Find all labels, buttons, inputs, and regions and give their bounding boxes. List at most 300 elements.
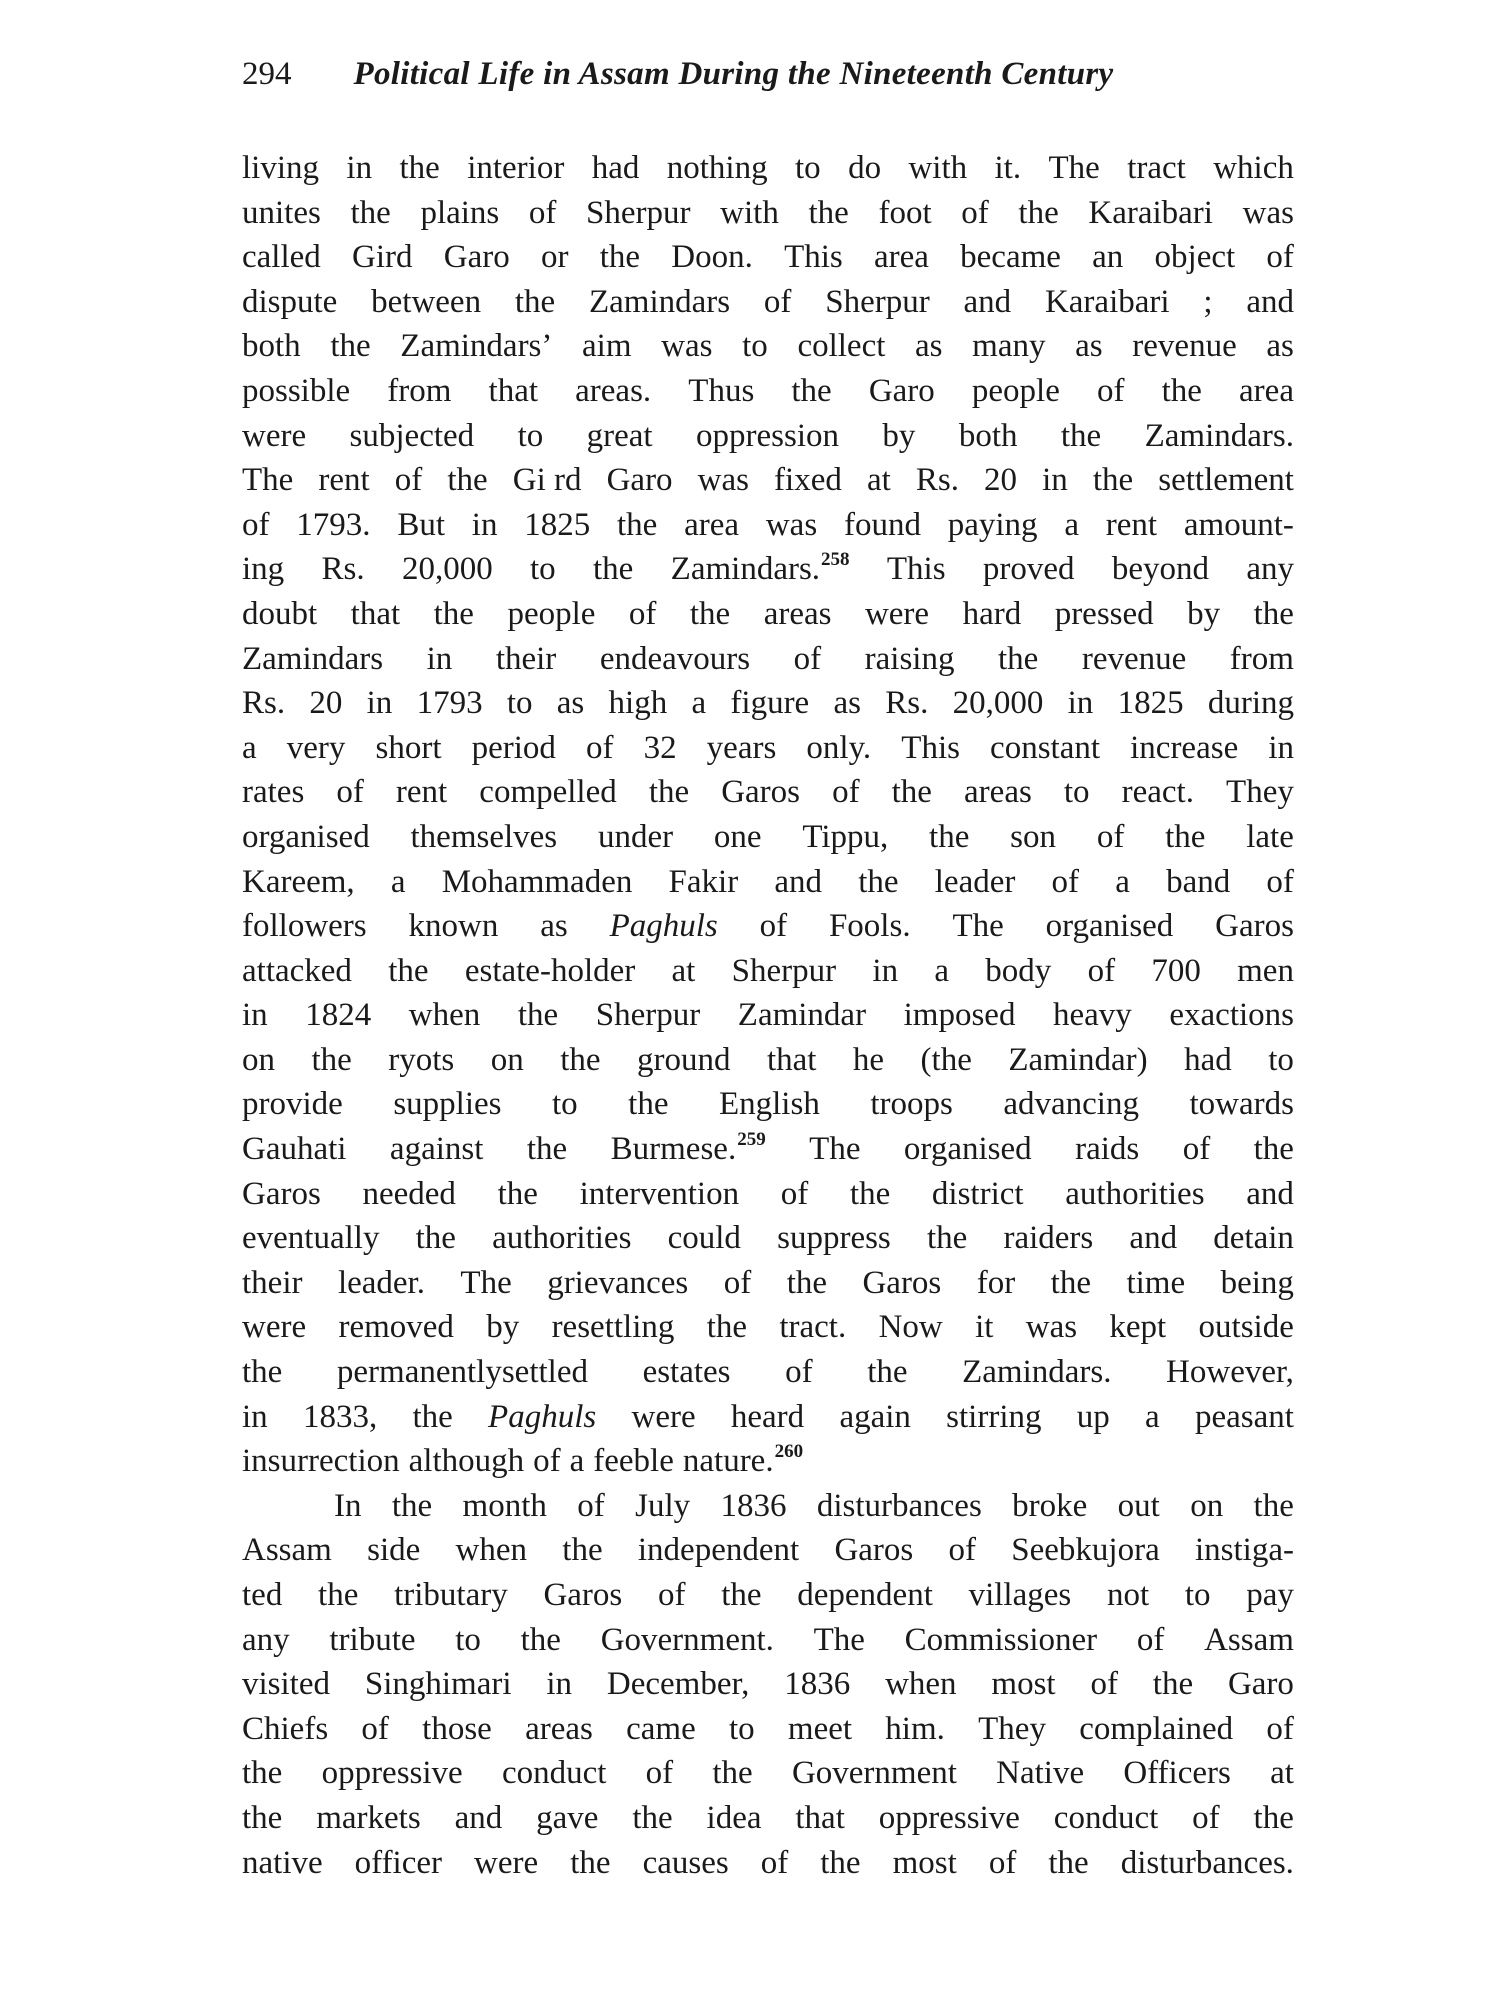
word-text: Sherpur (825, 283, 930, 320)
word-text: the (721, 1577, 762, 1613)
word (242, 637, 383, 682)
word (242, 1350, 282, 1395)
word (629, 592, 657, 637)
word (409, 1439, 524, 1484)
word-text: Garos (1215, 908, 1294, 945)
word (972, 369, 1060, 414)
text-line (242, 414, 1294, 459)
word (935, 860, 1016, 905)
word (1183, 1127, 1211, 1172)
word (688, 369, 754, 414)
word (557, 681, 585, 726)
word-text: Garo (606, 462, 673, 499)
word-text: most (892, 1844, 957, 1881)
word-text: band (1166, 863, 1231, 900)
word-text: late (1246, 818, 1294, 855)
word (788, 1707, 852, 1752)
word-text: district (931, 1175, 1024, 1212)
word-text: possible (242, 372, 351, 409)
word-text: Thus (688, 372, 755, 409)
word-text: causes (642, 1844, 729, 1881)
word-text: the (1253, 1799, 1294, 1836)
word (521, 1618, 561, 1663)
word-text: of (1192, 1799, 1220, 1836)
word (601, 1618, 774, 1663)
text-line (242, 1618, 1294, 1663)
word-text: short (375, 729, 442, 766)
word (661, 324, 712, 369)
word (242, 503, 270, 548)
word (1155, 235, 1236, 280)
word-text: doubt (242, 595, 318, 632)
word (707, 726, 777, 771)
word (1051, 1261, 1091, 1306)
word (1129, 1216, 1177, 1261)
word-text: living (242, 150, 320, 186)
word-text: Singhimari (364, 1666, 512, 1703)
word (486, 1305, 519, 1350)
word (946, 1395, 1041, 1440)
word-text: Now (878, 1309, 943, 1346)
word-text: leader. (337, 1264, 425, 1301)
word (518, 993, 558, 1038)
word (242, 1841, 323, 1886)
text-line (242, 324, 1294, 369)
word (809, 1127, 860, 1172)
word-text: the (599, 239, 641, 276)
word-text: 1793 (416, 685, 483, 722)
word-text: area (873, 239, 929, 276)
word-text: Rs. (321, 551, 365, 588)
word-text: of (645, 1755, 674, 1792)
word-text: when (408, 997, 481, 1034)
word-text: This (784, 239, 843, 276)
word (577, 1484, 605, 1529)
word (1127, 146, 1186, 191)
word (795, 146, 821, 191)
word (395, 458, 423, 503)
word (720, 1484, 786, 1529)
word-text: dispute (242, 283, 338, 320)
word-text: 1793. (296, 506, 371, 543)
word-text: estate-holder (464, 952, 636, 989)
word (865, 592, 929, 637)
word (731, 1395, 804, 1440)
word (365, 1662, 512, 1707)
word (904, 993, 1016, 1038)
word (874, 235, 929, 280)
word (1003, 1082, 1139, 1127)
word-text: But (397, 506, 445, 543)
word-text: the (562, 1532, 603, 1569)
word (1270, 1751, 1294, 1796)
word (242, 369, 350, 414)
word (1107, 1573, 1149, 1618)
word-text: ryots (388, 1041, 455, 1078)
word (929, 815, 969, 860)
word (1221, 1261, 1294, 1306)
word (242, 1573, 282, 1618)
word-text: the (1060, 417, 1102, 454)
word (465, 949, 635, 994)
word-text: of (628, 595, 657, 632)
word-text: in (1067, 685, 1094, 722)
word-text: disturbances (816, 1487, 982, 1524)
word-text: with (720, 194, 779, 231)
text-line (242, 1305, 1294, 1350)
word (1106, 503, 1157, 548)
word-text: pressed (1054, 595, 1154, 632)
word-text: Gird (352, 239, 413, 276)
word-text: Seebkujora (1011, 1532, 1160, 1569)
word (1115, 860, 1130, 905)
word (536, 1796, 598, 1841)
word-text: Paghuls (488, 1398, 597, 1435)
word (1192, 1796, 1220, 1841)
word-text: period (471, 729, 556, 766)
word (515, 280, 555, 325)
word-text: proved (982, 551, 1075, 588)
word-text: during (1207, 685, 1294, 722)
word (367, 681, 393, 726)
word-text: from (1229, 640, 1294, 677)
word (1195, 1395, 1294, 1440)
word (632, 1796, 672, 1841)
word (242, 1216, 379, 1261)
word-text: Tippu, (802, 818, 889, 855)
word-text: heavy (1053, 997, 1132, 1034)
word (530, 547, 556, 592)
text-line (242, 1796, 1294, 1841)
word (872, 949, 898, 994)
word (582, 324, 631, 369)
word (797, 1573, 933, 1618)
word-text: as (556, 685, 585, 722)
word (434, 592, 474, 637)
word-text: were (631, 1398, 696, 1435)
word-text: the (712, 1755, 753, 1792)
text-line (242, 1172, 1294, 1217)
word-text: of (723, 1264, 752, 1301)
word-text: the (808, 194, 849, 231)
word (422, 1707, 492, 1752)
word (334, 1484, 362, 1529)
word (525, 1707, 593, 1752)
word-text: Kareem, (242, 863, 355, 900)
word (667, 146, 768, 191)
word (491, 1038, 524, 1083)
word (1075, 324, 1103, 369)
word (607, 458, 673, 503)
word (420, 191, 499, 236)
text-line (242, 949, 1294, 994)
word (949, 1528, 977, 1573)
word-text: in (426, 640, 453, 677)
word-text: foot (878, 194, 932, 231)
word-text: as (540, 908, 568, 945)
word (547, 1261, 688, 1306)
word-text: came (626, 1710, 696, 1747)
word-text: of (585, 729, 614, 766)
word (1055, 592, 1154, 637)
word-text: subjected (349, 417, 475, 454)
word (853, 1038, 884, 1083)
word-text: This (886, 551, 946, 588)
word-text: had (1184, 1041, 1232, 1078)
text-line (242, 146, 1294, 191)
word-text: outside (1198, 1309, 1294, 1346)
word-text: hard (962, 595, 1022, 632)
word-text: although (408, 1443, 525, 1480)
word (834, 1528, 913, 1573)
word (242, 324, 301, 369)
word-text: of (1266, 239, 1294, 276)
word-text: Commissioner (904, 1621, 1098, 1658)
word-text: the (849, 1175, 891, 1212)
word (832, 770, 860, 815)
word-text: the (497, 1175, 538, 1212)
word (742, 324, 768, 369)
word-text: The (460, 1264, 512, 1301)
word-text: to (1184, 1577, 1211, 1613)
word-text: the (526, 1131, 568, 1168)
word-text: with (908, 150, 968, 186)
text-line (242, 681, 1294, 726)
word (329, 1618, 415, 1663)
word (972, 324, 1045, 369)
word-text: a (1064, 506, 1079, 543)
word-text: organised (903, 1131, 1032, 1168)
word (393, 1082, 501, 1127)
word (867, 1350, 907, 1395)
word (1213, 146, 1294, 191)
word-text: compelled (479, 774, 617, 811)
word (242, 770, 304, 815)
text-line (242, 503, 1294, 548)
word (427, 637, 453, 682)
word (885, 1662, 956, 1707)
word-text: to (530, 551, 556, 588)
word-text: rates (242, 774, 305, 811)
word-text: called (242, 239, 321, 276)
word-text: became (960, 239, 1061, 276)
word-text: of (948, 1532, 977, 1569)
word-text: in (242, 1398, 268, 1435)
word-text: areas (763, 595, 832, 632)
word (878, 191, 931, 236)
word (570, 1841, 610, 1886)
word (953, 681, 1044, 726)
word-text: Zamindars (242, 640, 384, 677)
word (829, 904, 911, 949)
word-text: react. (1121, 774, 1194, 811)
text-line (242, 1484, 1294, 1529)
word-text: Doon. (671, 239, 753, 276)
word (351, 592, 400, 637)
word-text: officer (354, 1844, 443, 1881)
word (570, 1439, 585, 1484)
word (388, 1038, 454, 1083)
word-text: Rs. (885, 685, 929, 722)
word (552, 1305, 675, 1350)
word-text: the (926, 1220, 968, 1257)
word (338, 1261, 425, 1306)
word-text: suppress (777, 1220, 891, 1257)
word (242, 146, 319, 191)
word (546, 1662, 572, 1707)
word-text: tract. (779, 1309, 847, 1346)
word-text: of (1051, 863, 1080, 900)
word (1204, 1618, 1294, 1663)
text-line (242, 1573, 1294, 1618)
word-text: a (934, 952, 950, 989)
word (719, 1082, 820, 1127)
word-text: when (455, 1532, 528, 1569)
word (792, 1751, 957, 1796)
word (492, 1216, 631, 1261)
word-text: Officers (1123, 1755, 1231, 1792)
word-text: insurrection (242, 1443, 400, 1480)
text-line (242, 1350, 1294, 1395)
word-text: 20 (984, 462, 1018, 499)
word (865, 637, 955, 682)
word (242, 1439, 400, 1484)
word-text: a (691, 685, 707, 722)
word-text: on (1190, 1487, 1224, 1524)
word-text: in (471, 506, 498, 543)
word-text: when (885, 1666, 957, 1703)
word-text: at (866, 462, 891, 499)
word (991, 1662, 1055, 1707)
word (303, 1395, 377, 1440)
word (1254, 592, 1294, 637)
word (575, 369, 651, 414)
word (355, 1841, 442, 1886)
word-text: unites (242, 194, 321, 231)
word-text: very (286, 729, 346, 766)
word (892, 770, 932, 815)
word (1187, 592, 1220, 637)
word (1010, 815, 1056, 860)
word-text: July (635, 1487, 691, 1524)
word (467, 146, 564, 191)
word-text: it. (994, 150, 1022, 186)
word-text: tribute (329, 1621, 416, 1658)
text-line (242, 369, 1294, 414)
word (527, 1127, 567, 1172)
word (242, 1261, 302, 1306)
word-text: Garos (862, 1264, 942, 1301)
word (1132, 324, 1236, 369)
word (1082, 637, 1186, 682)
word-text: that (488, 372, 539, 409)
word-text: any (242, 1621, 290, 1658)
word-text: independent (637, 1532, 800, 1569)
word-text: the (520, 1621, 561, 1658)
word-text: the (1165, 818, 1206, 855)
word (1068, 681, 1094, 726)
word-text: any (1246, 551, 1294, 588)
word (764, 592, 832, 637)
word (444, 235, 510, 280)
word-text: themselves (410, 818, 558, 855)
word (242, 458, 293, 503)
text-line (242, 637, 1294, 682)
word-text: Government (791, 1755, 957, 1792)
word-text: eventually (242, 1220, 380, 1257)
word-text: the (632, 1799, 673, 1836)
word-text: their (242, 1264, 303, 1301)
word (1118, 681, 1184, 726)
word (848, 146, 881, 191)
word-text: followers (242, 908, 367, 945)
word-text: paying (947, 506, 1038, 543)
word-text: the (350, 194, 391, 231)
word-text: in (366, 685, 393, 722)
word-text: Karaibari (1044, 283, 1170, 320)
text-line (242, 860, 1294, 905)
word (1165, 815, 1205, 860)
word (593, 547, 633, 592)
word-text: to (1063, 774, 1090, 811)
word (1090, 1662, 1118, 1707)
word (1045, 280, 1170, 325)
word (472, 726, 556, 771)
word (242, 860, 355, 905)
word (983, 547, 1075, 592)
word-text: conduct (1053, 1799, 1159, 1836)
word (1052, 860, 1080, 905)
word-text: Sherpur (586, 194, 691, 231)
word (593, 1439, 674, 1484)
word (1266, 235, 1294, 280)
word (738, 993, 866, 1038)
word (668, 1216, 741, 1261)
word-text: a (390, 863, 406, 900)
word (586, 726, 614, 771)
word (529, 191, 557, 236)
word-text: meet (787, 1710, 853, 1747)
word-text: They (1226, 774, 1294, 811)
word (844, 503, 921, 548)
text-line (242, 191, 1294, 236)
word-text: of (785, 1354, 813, 1391)
word-text: 1825 (524, 506, 591, 543)
word-text: were (242, 417, 307, 454)
word-text: dependent (797, 1577, 933, 1613)
word (1243, 191, 1294, 236)
word (242, 592, 317, 637)
word-text: organised (242, 818, 370, 855)
word-text: raiders (1003, 1220, 1094, 1257)
word-text: and (1129, 1220, 1178, 1257)
word (560, 1038, 600, 1083)
word (502, 1751, 606, 1796)
word (242, 547, 284, 592)
word (1137, 1618, 1165, 1663)
word (820, 1841, 860, 1886)
word (1246, 815, 1294, 860)
word-text: 20,000 (952, 685, 1044, 722)
word-text: as (1075, 328, 1103, 365)
word-text: peasant (1194, 1398, 1294, 1435)
word (774, 860, 822, 905)
word-text: and (1246, 283, 1294, 320)
word (242, 1172, 321, 1217)
word (242, 1707, 328, 1752)
word (498, 1172, 538, 1217)
word (489, 369, 538, 414)
